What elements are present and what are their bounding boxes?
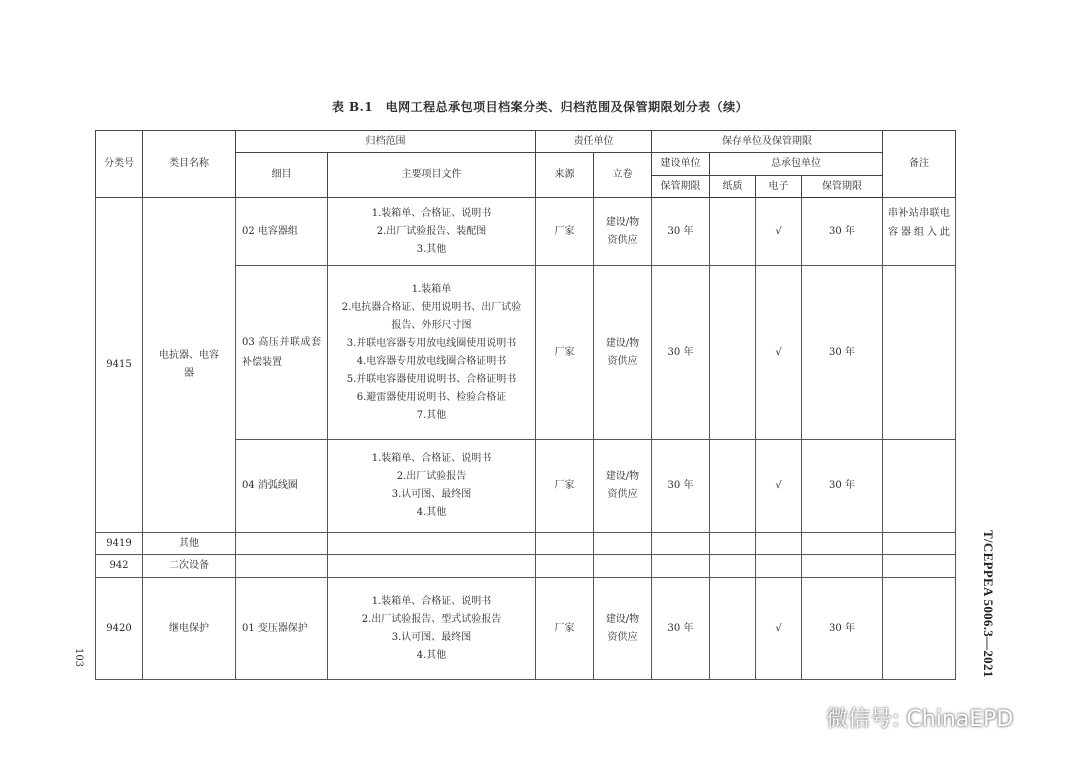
table-row (96, 555, 956, 578)
filing-cell: 建设/物资供应 (594, 198, 652, 266)
file-line: 3.其他 (416, 243, 447, 255)
header-electronic: 电子 (756, 176, 802, 198)
classification-code: 9415 (96, 198, 143, 533)
category-name: 二次设备 (143, 555, 236, 578)
file-line: 7.其他 (416, 409, 447, 421)
file-list (328, 440, 536, 533)
header-category-name: 类目名称 (143, 131, 236, 198)
remarks-cell (883, 578, 956, 680)
file-line: 2.出厂试验报告 (396, 471, 467, 482)
file-line: 1.装箱单、合格证、说明书 (371, 207, 492, 219)
file-line: 3.认可图、最终图 (391, 631, 472, 643)
source-cell: 厂家 (536, 440, 594, 533)
header-sub-item: 细目 (236, 153, 328, 198)
header-classification-no: 分类号 (96, 131, 143, 198)
sub-item: 03 高压并联成套补偿装置 (236, 266, 328, 440)
paper-cell (710, 578, 756, 680)
contractor-period-cell: 30 年 (802, 266, 883, 440)
electronic-check-cell: √ (756, 578, 802, 680)
electronic-check-cell: √ (756, 198, 802, 266)
header-archiving-scope: 归档范围 (236, 131, 536, 153)
construction-period-cell: 30 年 (652, 266, 710, 440)
construction-period-cell: 30 年 (652, 440, 710, 533)
header-custody-period: 保管期限 (652, 176, 710, 198)
file-line: 3.并联电容器专用放电线圈使用说明书 (346, 337, 517, 349)
standard-code: T/CEPPEA 5006.3—2021 (981, 530, 996, 678)
header-general-contractor: 总承包单位 (710, 153, 883, 176)
header-custody-period-contractor: 保管期限 (802, 176, 883, 198)
file-line: 6.避雷器使用说明书、检验合格证 (356, 391, 507, 403)
file-line: 报告、外形尺寸图 (391, 319, 472, 331)
electronic-check-cell: √ (756, 266, 802, 440)
file-line: 4.其他 (416, 649, 447, 661)
header-remarks: 备注 (883, 131, 956, 198)
watermark-text: 微信号: ChinaEPD (826, 706, 1014, 732)
sub-item: 02 电容器组 (236, 198, 328, 266)
archive-classification-table (95, 130, 956, 680)
header-filing: 立卷 (594, 153, 652, 198)
construction-period-cell: 30 年 (652, 198, 710, 266)
table-row (96, 578, 956, 680)
classification-code: 9419 (96, 533, 143, 555)
file-line: 2.出厂试验报告、装配图 (376, 225, 487, 237)
source-cell: 厂家 (536, 198, 594, 266)
category-name: 继电保护 (143, 578, 236, 680)
source-cell: 厂家 (536, 578, 594, 680)
sub-item: 01 变压器保护 (236, 578, 328, 680)
category-name: 其他 (143, 533, 236, 555)
classification-code: 942 (96, 555, 143, 578)
remarks-cell (883, 266, 956, 440)
wechat-icon (784, 702, 818, 732)
header-paper: 纸质 (710, 176, 756, 198)
file-line: 1.装箱单、合格证、说明书 (371, 595, 492, 607)
contractor-period-cell: 30 年 (802, 440, 883, 533)
contractor-period-cell: 30 年 (802, 578, 883, 680)
file-line: 5.并联电容器使用说明书、合格证明书 (346, 373, 517, 385)
table-title: 表 B.1 电网工程总承包项目档案分类、归档范围及保管期限划分表（续） (331, 100, 749, 114)
source-cell: 厂家 (536, 266, 594, 440)
page-number: 103 (73, 647, 85, 668)
file-line: 2.电抗器合格证、使用说明书、出厂试验 (341, 301, 522, 313)
file-list (328, 266, 536, 440)
remarks-cell (883, 440, 956, 533)
classification-code: 9420 (96, 578, 143, 680)
header-main-documents: 主要项目文件 (328, 153, 536, 198)
table-row (96, 533, 956, 555)
paper-cell (710, 266, 756, 440)
file-line: 4.其他 (416, 507, 447, 518)
sub-item: 04 消弧线圈 (236, 440, 328, 533)
file-line: 2.出厂试验报告、型式试验报告 (361, 613, 502, 625)
header-source: 来源 (536, 153, 594, 198)
construction-period-cell: 30 年 (652, 578, 710, 680)
header-custody-unit: 保存单位及保管期限 (652, 131, 883, 153)
paper-cell (710, 198, 756, 266)
header-responsibility-unit: 责任单位 (536, 131, 652, 153)
contractor-period-cell: 30 年 (802, 198, 883, 266)
paper-cell (710, 440, 756, 533)
file-list (328, 578, 536, 680)
file-list (328, 198, 536, 266)
remarks-cell: 串补站串联电容器组入此 (883, 198, 956, 266)
filing-cell: 建设/物资供应 (594, 266, 652, 440)
file-line: 4.电容器专用放电线圈合格证明书 (356, 355, 507, 367)
filing-cell: 建设/物资供应 (594, 578, 652, 680)
file-line: 1.装箱单、合格证、说明书 (371, 453, 492, 464)
table-row (96, 198, 956, 266)
filing-cell: 建设/物资供应 (594, 440, 652, 533)
category-name: 电抗器、电容器 (143, 198, 236, 533)
watermark (784, 697, 1013, 737)
file-line: 1.装箱单 (411, 283, 452, 295)
file-line: 3.认可图、最终图 (391, 489, 472, 500)
header-construction-unit: 建设单位 (652, 153, 710, 176)
electronic-check-cell: √ (756, 440, 802, 533)
